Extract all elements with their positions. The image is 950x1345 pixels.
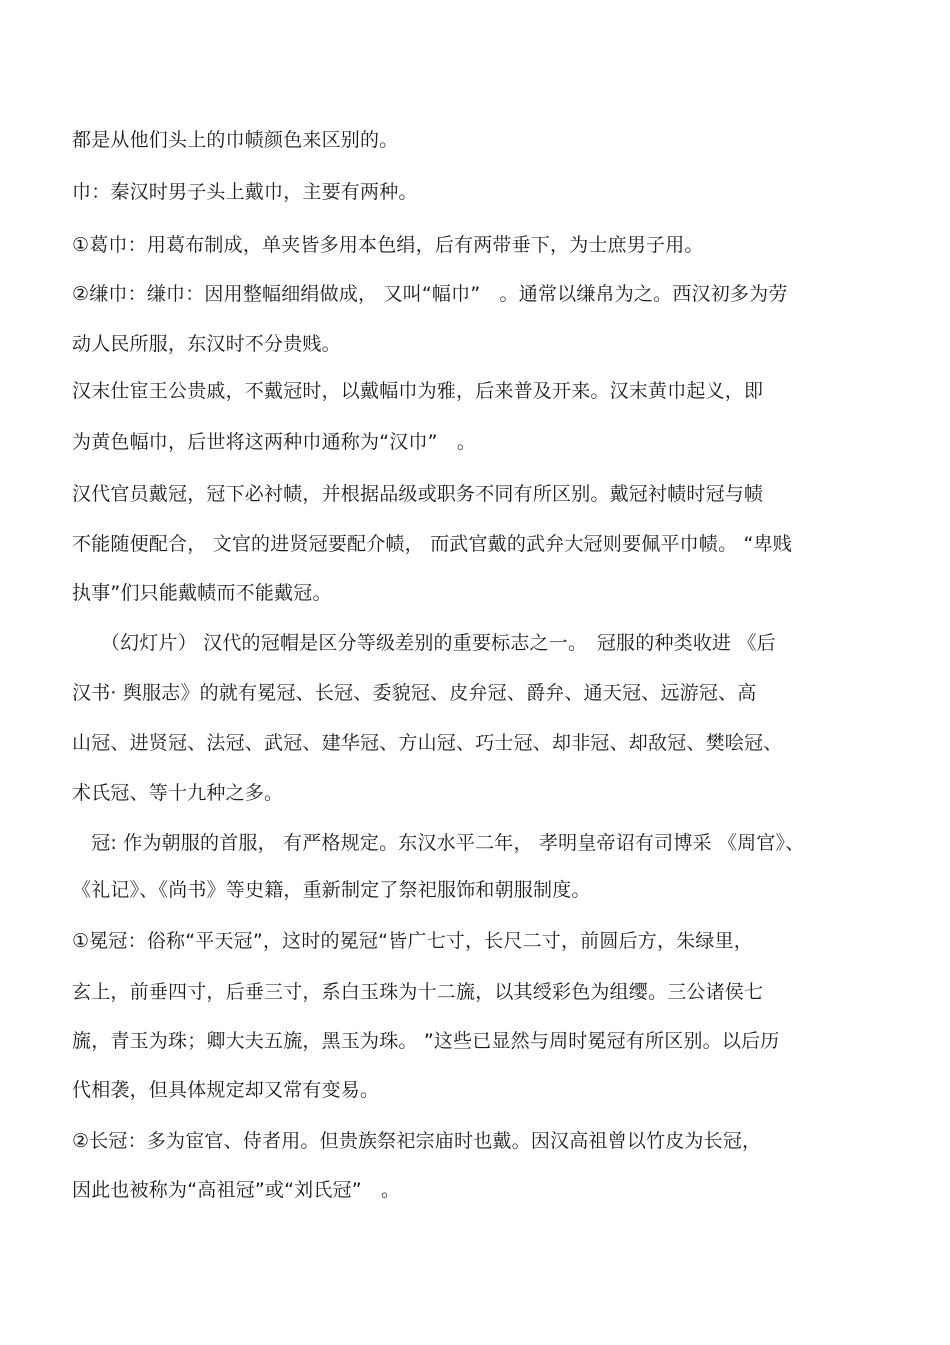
text-line: 巾：秦汉时男子头上戴巾，主要有两种。	[72, 181, 418, 203]
text-line: （幻灯片） 汉代的冠帽是区分等级差别的重要标志之一。 冠服的种类收进 《后	[72, 632, 776, 654]
text-line: 旒，青玉为珠；卿大夫五旒，黑玉为珠。 ”这些已显然与周时冕冠有所区别。以后历	[72, 1030, 780, 1052]
text-line: 执事”们只能戴帻而不能戴冠。	[72, 582, 332, 604]
text-line: 山冠、进贤冠、法冠、武冠、建华冠、方山冠、巧士冠、却非冠、却敌冠、樊哙冠、	[72, 732, 783, 754]
text-line: 代相袭，但具体规定却又常有变易。	[72, 1079, 380, 1101]
text-line: 术氏冠、等十九种之多。	[72, 782, 284, 804]
text-line: 都是从他们头上的巾帻颜色来区别的。	[72, 129, 399, 151]
text-line: 汉代官员戴冠，冠下必衬帻，并根据品级或职务不同有所区别。戴冠衬帻时冠与帻	[72, 483, 764, 505]
text-line: ①葛巾：用葛布制成，单夹皆多用本色绢，后有两带垂下，为士庶男子用。	[72, 234, 704, 256]
text-line: 汉末仕宦王公贵戚，不戴冠时，以戴幅巾为雅，后来普及开来。汉末黄巾起义，即	[72, 380, 764, 402]
text-line: ②缣巾：缣巾：因用整幅细绢做成， 又叫“幅巾” 。通常以缣帛为之。西汉初多为劳	[72, 283, 788, 305]
text-line: ②长冠：多为宦官、侍者用。但贵族祭祀宗庙时也戴。因汉高祖曾以竹皮为长冠，	[72, 1130, 762, 1152]
text-line: ①冕冠：俗称“平天冠”，这时的冕冠“皆广七寸，长尺二寸，前圆后方，朱绿里，	[72, 930, 753, 952]
text-line: 为黄色幅巾，后世将这两种巾通称为“汉巾” 。	[72, 431, 477, 453]
text-line: 因此也被称为“高祖冠”或“刘氏冠” 。	[72, 1179, 401, 1201]
text-line: 不能随便配合， 文官的进贤冠要配介帻， 而武官戴的武弁大冠则要佩平巾帻。 “卑贱	[72, 533, 792, 555]
text-line: 玄上，前垂四寸，后垂三寸，系白玉珠为十二旒，以其绶彩色为组缨。三公诸侯七	[72, 981, 764, 1003]
text-line: 动人民所服，东汉时不分贵贱。	[72, 333, 341, 355]
text-line: 汉书· 舆服志》的就有冕冠、长冠、委貌冠、皮弁冠、爵弁、通天冠、远游冠、高	[72, 682, 757, 704]
text-line: 《礼记》、《尚书》等史籍，重新制定了祭祀服饰和朝服制度。	[72, 879, 591, 901]
text-line: 冠: 作为朝服的首服， 有严格规定。东汉水平二年， 孝明皇帝诏有司博采 《周官》、	[72, 832, 805, 854]
